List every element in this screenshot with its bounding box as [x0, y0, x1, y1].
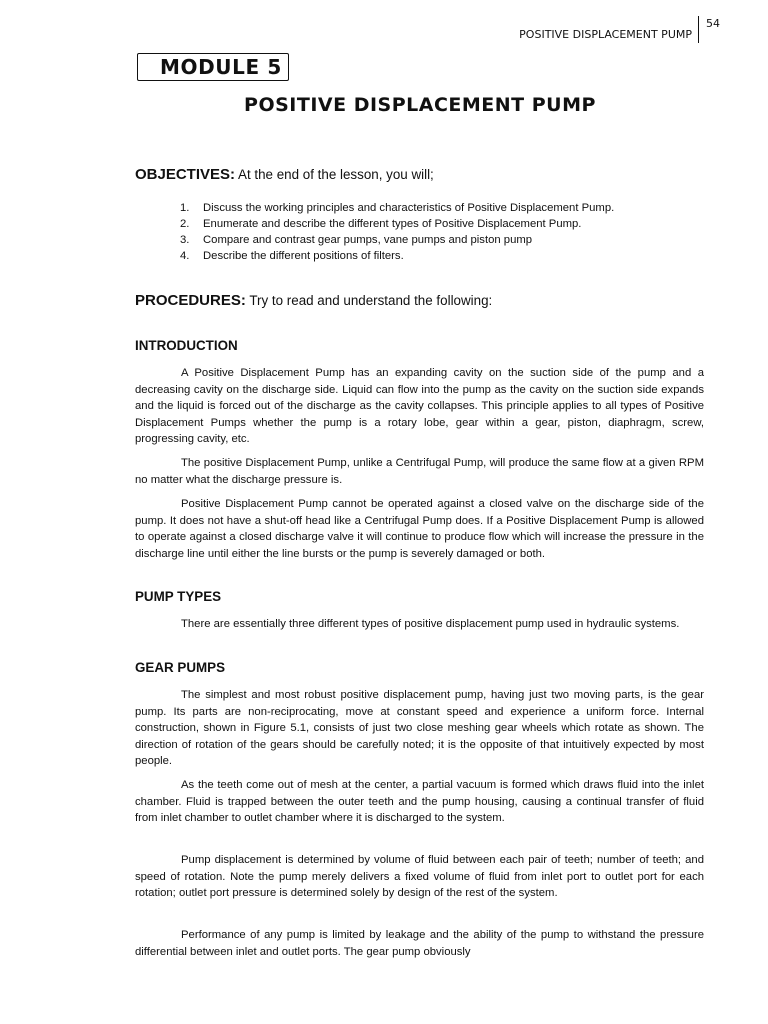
running-header-title: POSITIVE DISPLACEMENT PUMP [519, 28, 692, 41]
gear-pumps-paragraph: Performance of any pump is limited by leakage and the ability of the pump to withstand the pressure differential between inlet and outlet ports. The gear pump obviously [135, 929, 704, 958]
list-item-number: 4. [180, 250, 190, 262]
page-number: 54 [706, 17, 720, 30]
gear-pumps-heading: GEAR PUMPS [135, 660, 226, 675]
introduction-heading: INTRODUCTION [135, 338, 238, 353]
list-item-text: Enumerate and describe the different types of Positive Displacement Pump. [203, 218, 582, 230]
document-title: POSITIVE DISPLACEMENT PUMP [244, 94, 596, 116]
header-divider [698, 16, 699, 43]
procedures-line [135, 292, 492, 310]
gear-pumps-paragraph: The simplest and most robust positive displacement pump, having just two moving parts, is the gear pump. Its parts are non-reciprocating, move at constant speed and experience a uniform force. Internal construction, shown in Figure 5.1, consists of just two close meshing gear wheels which rotate as shown. The direction of rotation of the gears should be carefully noted; it is the opposite of that intuitively expected by most people. [135, 689, 704, 767]
objectives-list [180, 200, 670, 264]
list-item [180, 248, 670, 264]
list-item-number: 2. [180, 218, 190, 230]
introduction-paragraph: Positive Displacement Pump cannot be operated against a closed valve on the discharge side of the pump. It does not have a shut-off head like a Centrifugal Pump does. If a Positive Displacement Pump is allowed to operate against a closed discharge valve it will continue to produce flow which will increase the pressure in the discharge line until either the line bursts or the pump is severely damaged or both. [135, 498, 704, 560]
list-item [180, 216, 670, 232]
objectives-intro: At the end of the lesson, you will; [235, 167, 434, 182]
gear-pumps-paragraph: Pump displacement is determined by volume of fluid between each pair of teeth; number of teeth; and speed of rotation. Note the pump merely delivers a fixed volume of fluid from inlet port to outlet port for each rotation; outlet port pressure is determined solely by design of the rest of the system. [135, 854, 704, 899]
list-item [180, 200, 670, 216]
gear-pumps-paragraph: As the teeth come out of mesh at the center, a partial vacuum is formed which draws fluid into the inlet chamber. Fluid is trapped between the outer teeth and the pump housing, causing a continual transfer of fluid from inlet chamber to outlet chamber where it is discharged to the system. [135, 779, 704, 824]
objectives-label: OBJECTIVES: [135, 166, 236, 183]
list-item-text: Compare and contrast gear pumps, vane pumps and piston pump [203, 234, 533, 246]
list-item-text: Describe the different positions of filters. [203, 250, 404, 262]
list-item-text: Discuss the working principles and characteristics of Positive Displacement Pump. [203, 202, 615, 214]
procedures-text: Try to read and understand the following: [245, 293, 493, 308]
list-item [180, 232, 670, 248]
introduction-paragraph: The positive Displacement Pump, unlike a Centrifugal Pump, will produce the same flow at a given RPM no matter what the discharge pressure is. [135, 457, 704, 486]
pump-types-paragraph: There are essentially three different types of positive displacement pump used in hydraulic systems. [181, 618, 680, 630]
pump-types-heading: PUMP TYPES [135, 589, 222, 604]
list-item-number: 1. [180, 202, 190, 214]
objectives-line [135, 166, 434, 184]
introduction-paragraph: A Positive Displacement Pump has an expanding cavity on the suction side of the pump and a decreasing cavity on the discharge side. Liquid can flow into the pump as the cavity on the suction side expands and the liquid is forced out of the discharge as the cavity collapses. This principle applies to all types of Positive Displacement Pumps whether the pump is a rotary lobe, gear within a gear, piston, diaphragm, screw, progressing cavity, etc. [135, 367, 704, 445]
module-label: MODULE 5 [160, 55, 282, 79]
procedures-label: PROCEDURES: [135, 292, 246, 309]
list-item-number: 3. [180, 234, 190, 246]
